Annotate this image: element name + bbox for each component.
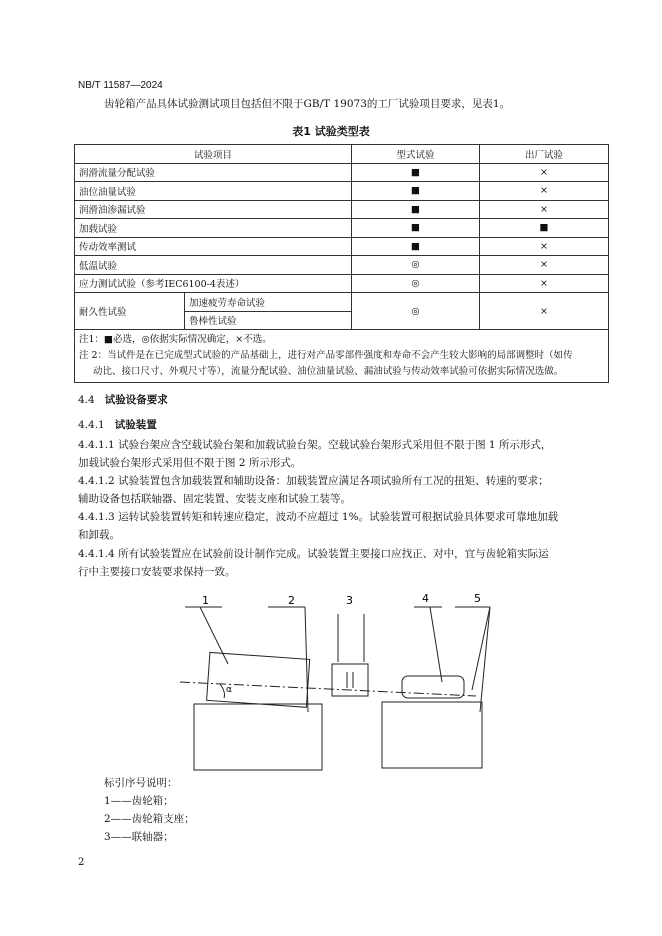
paragraph-line: 和卸载。 <box>78 529 120 541</box>
paragraph-line: 行中主要接口安装要求保持一致。 <box>78 566 236 578</box>
table-row <box>75 274 609 293</box>
test-bench-diagram <box>180 592 500 772</box>
paragraph-4413 <box>78 508 558 544</box>
table-cell: 加载试验 <box>75 219 352 238</box>
gearbox-support-left <box>194 704 322 770</box>
legend-item: 1——齿轮箱； <box>104 795 174 807</box>
legend-title: 标引序号说明： <box>104 777 178 789</box>
durability-factory-cell: × <box>480 293 609 330</box>
label-4: 4 <box>422 592 429 605</box>
table-cell: ■ <box>352 182 480 201</box>
intro-paragraph: 齿轮箱产品具体试验测试项目包括但不限于GB/T 19073的工厂试验项目要求，见表1。 <box>104 98 511 110</box>
table-row <box>75 200 609 219</box>
table-note-1: 注1：■必选，◎依据实际情况确定，×不选。 <box>79 334 272 345</box>
label-3: 3 <box>346 594 353 607</box>
table-cell: ■ <box>352 200 480 219</box>
leader-line-5b <box>472 607 490 690</box>
table-header-row <box>75 145 609 164</box>
table-header-cell: 型式试验 <box>352 145 480 164</box>
paragraph-line: 加载试验台架形式采用但不限于图 2 所示形式。 <box>78 457 302 469</box>
subsection-title: 试验装置 <box>114 419 157 431</box>
paragraph-4411 <box>78 436 551 472</box>
leader-line-4 <box>430 607 442 682</box>
table-cell: ◎ <box>352 274 480 293</box>
durability-sub-cell: 加速疲劳寿命试验 <box>185 293 352 312</box>
table-cell: 应力测试试验（参考IEC6100-4表述） <box>75 274 352 293</box>
paragraph-line: 4.4.1.1 试验台架应含空载试验台架和加载试验台架。空载试验台架形式采用但不限于图 1 所示形式， <box>78 439 552 451</box>
table-cell: ■ <box>480 219 609 238</box>
table-cell: ■ <box>352 163 480 182</box>
paragraph-line: 4.4.1.4 所有试验装置应在试验前设计制作完成。试验装置主要接口应找正、对中，宜与齿轮箱实际运 <box>78 548 549 560</box>
durability-type-cell: ◎ <box>352 293 480 330</box>
table-cell: × <box>480 256 609 275</box>
table-cell: 油位油量试验 <box>75 182 352 201</box>
label-1: 1 <box>202 594 209 607</box>
section-number: 4.4 <box>78 394 95 406</box>
table-cell: × <box>480 182 609 201</box>
paragraph-4412 <box>78 472 549 508</box>
table-cell: × <box>480 237 609 256</box>
table-cell: 润滑油渗漏试验 <box>75 200 352 219</box>
coupling-body <box>332 664 368 696</box>
table-header-cell: 试验项目 <box>75 145 352 164</box>
paragraph-line: 辅助设备包括联轴器、固定装置、安装支座和试验工装等。 <box>78 493 351 505</box>
section-title: 试验设备要求 <box>104 394 168 406</box>
leader-line-1 <box>200 607 228 664</box>
paragraph-4414 <box>78 545 549 581</box>
gearbox-body <box>207 652 310 707</box>
table-cell: × <box>480 200 609 219</box>
section-heading <box>78 392 168 407</box>
table-note-2-cont: 动比、接口尺寸、外观尺寸等），流量分配试验、油位油量试验、漏油试验与传动效率试验可依据实际情况选做。 <box>93 366 564 377</box>
durability-label-cell: 耐久性试验 <box>75 293 185 330</box>
table-row <box>75 163 609 182</box>
durability-sub-cell: 鲁棒性试验 <box>185 311 352 330</box>
table-header-cell: 出厂试验 <box>480 145 609 164</box>
table-cell: ■ <box>352 237 480 256</box>
table-cell: ◎ <box>352 256 480 275</box>
legend-item: 2——齿轮箱支座； <box>104 813 195 825</box>
table-row <box>75 237 609 256</box>
test-type-table <box>74 144 609 383</box>
table-cell: × <box>480 163 609 182</box>
table-cell: ■ <box>352 219 480 238</box>
leader-line-5a <box>480 607 490 712</box>
alpha-label: α <box>226 685 232 695</box>
table-row <box>75 293 609 312</box>
page-number: 2 <box>78 857 85 868</box>
table-notes <box>75 330 609 383</box>
table-caption: 表1 试验类型表 <box>292 125 370 138</box>
paragraph-line: 4.4.1.2 试验装置包含加载装置和辅助设备：加载装置应满足各项试验所有工况的扭矩、转速的要求； <box>78 475 549 487</box>
motor-support-right <box>382 702 482 768</box>
subsection-number: 4.4.1 <box>78 419 105 431</box>
table-row <box>75 182 609 201</box>
table-cell: 低温试验 <box>75 256 352 275</box>
table-row <box>75 256 609 275</box>
legend <box>104 774 195 846</box>
angle-arc <box>220 684 225 698</box>
paragraph-line: 4.4.1.3 运转试验装置转矩和转速应稳定，波动不应超过 1%。试验装置可根据试验具体要求可靠地加载 <box>78 511 559 523</box>
legend-item: 3——联轴器； <box>104 831 174 843</box>
table-row <box>75 219 609 238</box>
standard-header: NB/T 11587—2024 <box>78 80 163 91</box>
table-cell: × <box>480 274 609 293</box>
label-5: 5 <box>474 592 481 605</box>
table-note-row <box>75 330 609 383</box>
subsection-heading <box>78 417 157 432</box>
table-cell: 传动效率测试 <box>75 237 352 256</box>
table-cell: 润滑流量分配试验 <box>75 163 352 182</box>
table-note-2: 注 2：当试件是在已完成型式试验的产品基础上，进行对产品零部件强度和寿命不会产生较大影响的局部调整时（如传 <box>79 350 573 361</box>
label-2: 2 <box>288 594 295 607</box>
